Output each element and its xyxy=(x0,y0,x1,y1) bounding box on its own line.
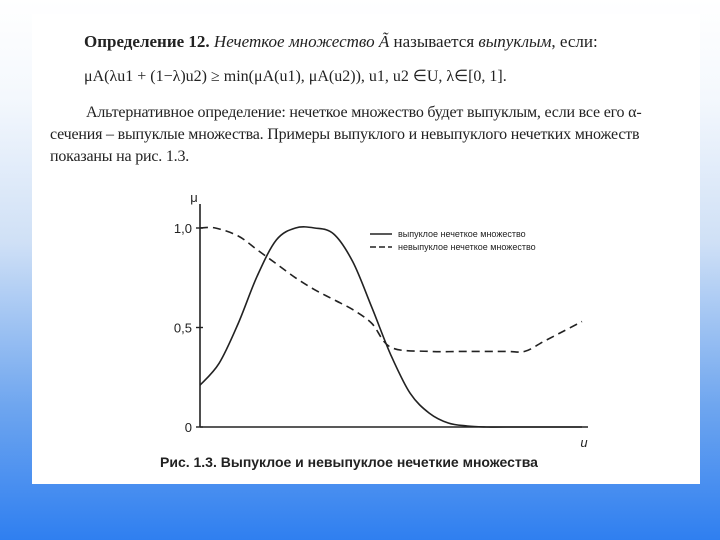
definition-mid: называется xyxy=(393,32,475,51)
series-1-line xyxy=(200,227,582,427)
y-tick-label: 0,5 xyxy=(173,320,192,336)
definition-term: Нечеткое множество xyxy=(213,32,375,51)
document-page xyxy=(32,14,700,484)
legend-entry-1: выпуклое нечеткое множество xyxy=(398,229,526,239)
axes xyxy=(174,190,588,450)
legend-entry-2: невыпуклое нечеткое множество xyxy=(398,242,536,252)
figure-caption: Рис. 1.3. Выпуклое и невыпуклое нечеткие множества xyxy=(160,454,538,470)
plot-lines xyxy=(200,227,582,427)
x-axis-label: u xyxy=(580,435,588,450)
y-axis-label: μ xyxy=(190,190,198,205)
definition-heading xyxy=(84,32,598,52)
set-symbol: Ã xyxy=(378,32,390,51)
y-tick-label: 1,0 xyxy=(173,221,192,236)
y-tick-label: 0 xyxy=(184,420,192,435)
convexity-formula: μA(λu1 + (1−λ)u2) ≥ min(μA(u1), μA(u2)), u1, u2 ∈U, λ∈[0, 1]. xyxy=(84,68,507,85)
definition-end: , если: xyxy=(551,32,598,51)
alternative-definition-paragraph: Альтернативное определение: нечеткое множество будет выпуклым, если все его α-сечения – выпуклые множества. Примеры выпуклого и невыпуклого нечетких множеств показаны на рис. 1.3. xyxy=(50,104,642,165)
legend xyxy=(370,229,536,252)
definition-label: Определение 12. xyxy=(84,32,210,51)
figure-1-3 xyxy=(152,190,592,452)
definition-term2: выпуклым xyxy=(478,32,552,51)
